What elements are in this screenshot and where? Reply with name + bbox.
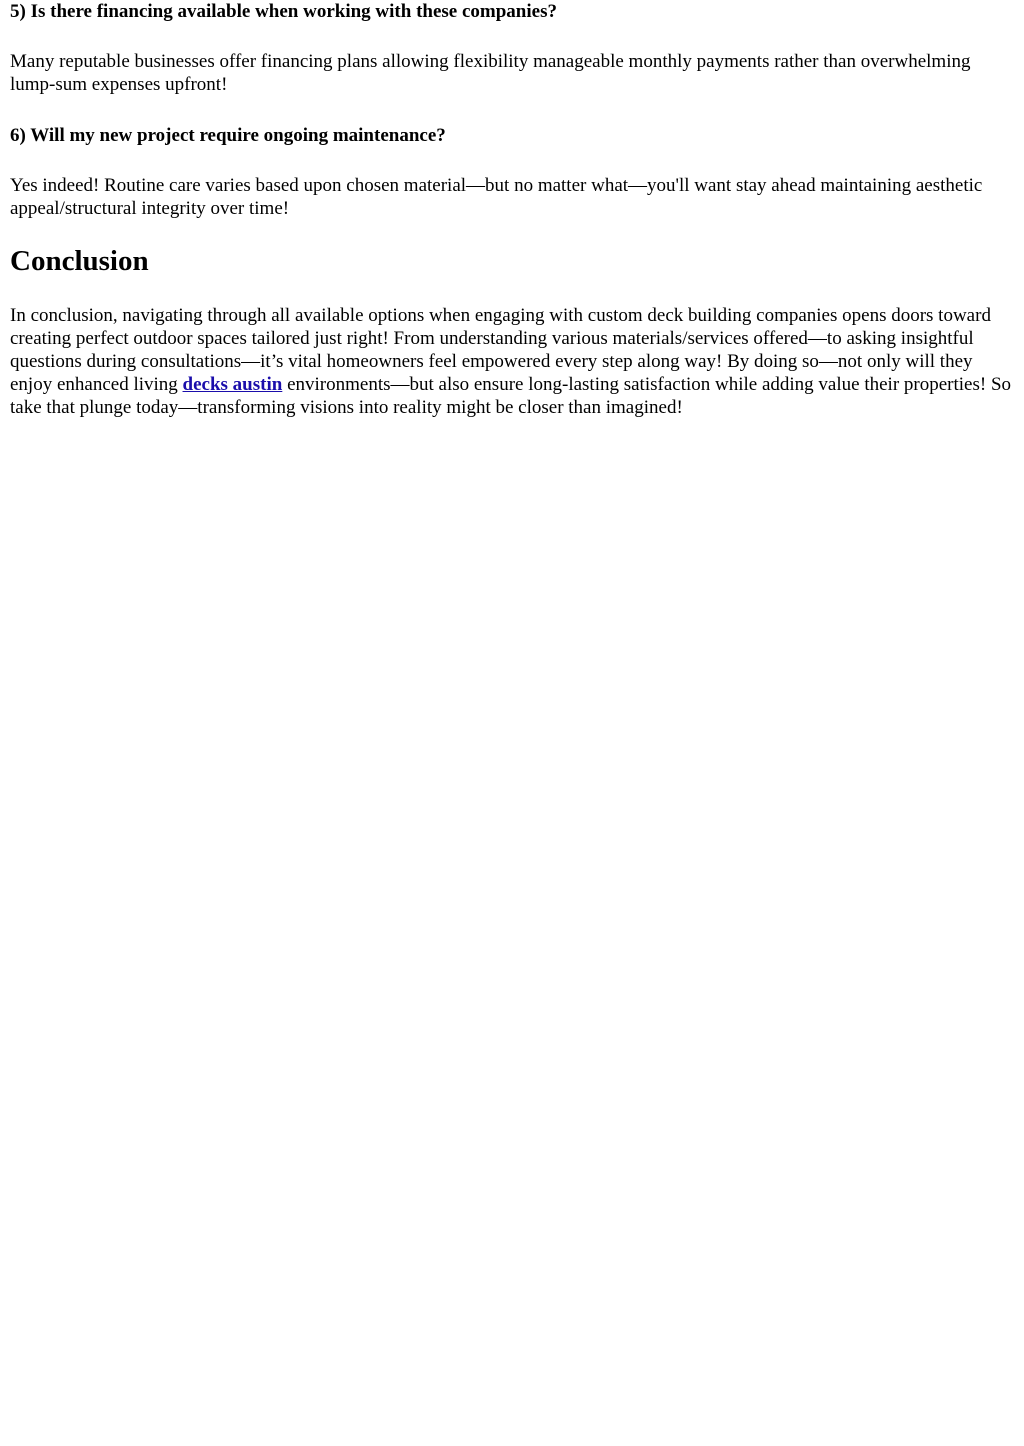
article-content [0,0,1024,419]
faq-answer-6: Yes indeed! Routine care varies based upon chosen material—but no matter what—you'll want stay ahead maintaining aesthetic appeal/structural integrity over time! [10,175,983,219]
decks-austin-link[interactable]: decks austin [182,374,283,395]
conclusion-text-before-link: In conclusion, navigating through all available options when engaging with custom deck building companies opens doors toward creating perfect outdoor spaces tailored just right! From understanding various materials/services offered—to asking insightful questions during consultations—it’s vital homeowners feel empowered every step along way! By doing so—not only will they enjoy enhanced living [10,305,991,395]
faq-answer-5: Many reputable businesses offer financing plans allowing flexibility manageable monthly payments rather than overwhelming lump-sum expenses upfront! [10,51,971,95]
conclusion-heading: Conclusion [10,245,149,277]
faq-question-5: 5) Is there financing available when working with these companies? [10,1,557,22]
conclusion-paragraph [10,304,1016,419]
faq-question-6: 6) Will my new project require ongoing maintenance? [10,125,446,146]
conclusion-text-after-link: environments—but also ensure long-lasting satisfaction while adding value their properties! So take that plunge today—transforming visions into reality might be closer than imagined! [10,374,1012,418]
